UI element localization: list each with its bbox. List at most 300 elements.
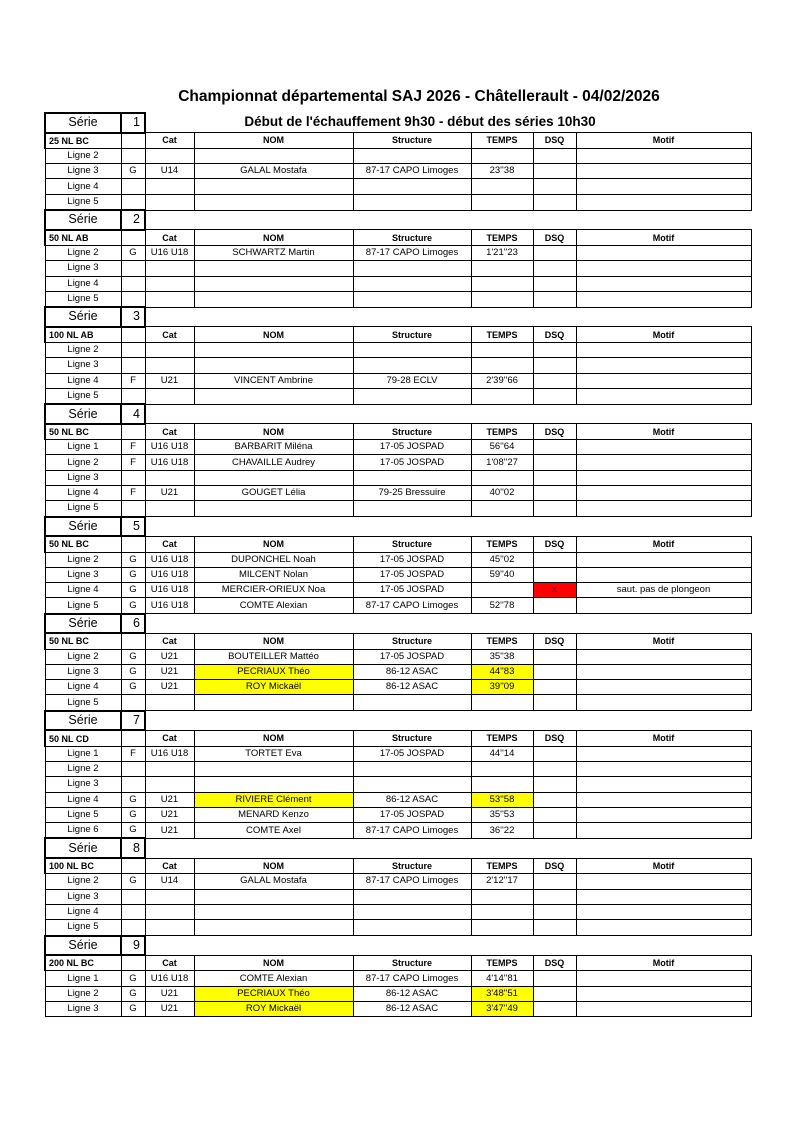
sexe-header (121, 633, 145, 649)
table-row (45, 695, 751, 711)
structure-cell: 17-05 JOSPAD (353, 552, 471, 567)
motif-header: Motif (576, 633, 751, 649)
document-title: Championnat départemental SAJ 2026 - Châtellerault - 04/02/2026 (178, 88, 660, 105)
motif-header: Motif (576, 730, 751, 746)
ligne-cell: Ligne 4 (45, 179, 121, 194)
dsq-cell (533, 904, 576, 919)
ligne-cell: Ligne 5 (45, 920, 121, 936)
sexe-cell (121, 695, 145, 711)
serie-blank-cell (576, 838, 751, 858)
nom-cell (194, 695, 353, 711)
structure-cell (353, 358, 471, 373)
nom-cell: MENARD Kenzo (194, 807, 353, 822)
structure-cell: 86-12 ASAC (353, 664, 471, 679)
cat-cell: U21 (145, 823, 194, 839)
temps-cell (471, 470, 533, 485)
column-header-row (45, 327, 751, 343)
cat-cell: U21 (145, 486, 194, 501)
structure-cell: 17-05 JOSPAD (353, 649, 471, 664)
dsq-cell (533, 680, 576, 695)
nom-cell: MERCIER-ORIEUX Noa (194, 583, 353, 598)
motif-cell (576, 649, 751, 664)
structure-cell (353, 470, 471, 485)
table-row (45, 194, 751, 210)
structure-cell: 86-12 ASAC (353, 680, 471, 695)
serie-blank-cell (471, 307, 533, 327)
serie-blank-cell (194, 113, 353, 133)
motif-cell (576, 440, 751, 455)
event-name: 50 NL BC (45, 424, 121, 440)
temps-header: TEMPS (471, 730, 533, 746)
serie-blank-cell (353, 307, 471, 327)
motif-header: Motif (576, 133, 751, 149)
serie-blank-cell (576, 711, 751, 731)
motif-cell (576, 291, 751, 307)
sexe-cell (121, 261, 145, 276)
nom-cell: PECRIAUX Théo (194, 664, 353, 679)
sexe-cell: G (121, 1002, 145, 1017)
sexe-header (121, 730, 145, 746)
cat-header: Cat (145, 230, 194, 246)
cat-cell: U21 (145, 1002, 194, 1017)
ligne-cell: Ligne 2 (45, 148, 121, 163)
dsq-header: DSQ (533, 536, 576, 552)
temps-cell (471, 761, 533, 776)
serie-blank-cell (194, 210, 353, 230)
structure-cell (353, 777, 471, 792)
serie-blank-cell (145, 113, 194, 133)
dsq-cell (533, 440, 576, 455)
serie-blank-cell (471, 210, 533, 230)
nom-header: NOM (194, 133, 353, 149)
cat-cell: U14 (145, 164, 194, 179)
serie-blank-cell (471, 711, 533, 731)
structure-cell: 79-28 ECLV (353, 373, 471, 388)
motif-cell (576, 358, 751, 373)
ligne-cell: Ligne 2 (45, 874, 121, 889)
nom-cell (194, 889, 353, 904)
structure-header: Structure (353, 424, 471, 440)
motif-cell (576, 761, 751, 776)
motif-cell (576, 807, 751, 822)
cat-cell: U21 (145, 986, 194, 1001)
column-header-row (45, 858, 751, 874)
dsq-cell (533, 501, 576, 517)
motif-cell (576, 164, 751, 179)
sexe-cell (121, 179, 145, 194)
serie-number: 3 (121, 307, 145, 327)
motif-cell (576, 567, 751, 582)
serie-blank-cell (533, 113, 576, 133)
nom-cell (194, 904, 353, 919)
temps-cell: 3'48''51 (471, 986, 533, 1001)
temps-cell: 3'47''49 (471, 1002, 533, 1017)
motif-cell (576, 1002, 751, 1017)
temps-cell (471, 148, 533, 163)
temps-cell: 45''02 (471, 552, 533, 567)
dsq-header: DSQ (533, 730, 576, 746)
temps-cell (471, 920, 533, 936)
temps-header: TEMPS (471, 327, 533, 343)
sexe-header (121, 230, 145, 246)
motif-cell (576, 986, 751, 1001)
structure-header: Structure (353, 730, 471, 746)
dsq-cell (533, 664, 576, 679)
table-row (45, 874, 751, 889)
cat-header: Cat (145, 633, 194, 649)
cat-header: Cat (145, 730, 194, 746)
ligne-cell: Ligne 6 (45, 823, 121, 839)
dsq-cell (533, 194, 576, 210)
table-row (45, 552, 751, 567)
serie-blank-cell (353, 936, 471, 956)
sexe-cell: G (121, 567, 145, 582)
cat-cell (145, 695, 194, 711)
temps-cell (471, 583, 533, 598)
table-row (45, 148, 751, 163)
serie-label: Série (45, 113, 121, 133)
table-row (45, 792, 751, 807)
structure-header: Structure (353, 536, 471, 552)
temps-cell: 40''02 (471, 486, 533, 501)
serie-label: Série (45, 307, 121, 327)
serie-blank-cell (194, 936, 353, 956)
dsq-cell (533, 746, 576, 761)
event-name: 100 NL AB (45, 327, 121, 343)
temps-header: TEMPS (471, 858, 533, 874)
temps-header: TEMPS (471, 633, 533, 649)
dsq-cell (533, 649, 576, 664)
nom-header: NOM (194, 730, 353, 746)
temps-cell: 2'39''66 (471, 373, 533, 388)
dsq-cell (533, 1002, 576, 1017)
sexe-header (121, 858, 145, 874)
serie-blank-cell (353, 210, 471, 230)
motif-cell (576, 470, 751, 485)
cat-cell (145, 343, 194, 358)
cat-cell (145, 904, 194, 919)
cat-cell: U21 (145, 807, 194, 822)
temps-cell (471, 889, 533, 904)
dsq-cell (533, 455, 576, 470)
ligne-cell: Ligne 4 (45, 276, 121, 291)
table-row (45, 245, 751, 260)
temps-cell: 39''09 (471, 680, 533, 695)
structure-cell (353, 343, 471, 358)
table-row (45, 455, 751, 470)
nom-cell (194, 343, 353, 358)
cat-header: Cat (145, 955, 194, 971)
table-row (45, 664, 751, 679)
motif-cell (576, 823, 751, 839)
cat-cell: U21 (145, 373, 194, 388)
serie-blank-cell (576, 210, 751, 230)
dsq-cell (533, 388, 576, 404)
sexe-cell: F (121, 440, 145, 455)
serie-blank-cell (145, 517, 194, 537)
serie-label: Série (45, 936, 121, 956)
nom-cell (194, 261, 353, 276)
temps-cell (471, 501, 533, 517)
nom-cell: BOUTEILLER Mattéo (194, 649, 353, 664)
event-name: 25 NL BC (45, 133, 121, 149)
structure-cell: 79-25 Bressuire (353, 486, 471, 501)
motif-cell (576, 486, 751, 501)
serie-header-row (45, 614, 751, 634)
structure-header: Structure (353, 633, 471, 649)
structure-cell (353, 261, 471, 276)
ligne-cell: Ligne 3 (45, 261, 121, 276)
temps-cell: 1'21''23 (471, 245, 533, 260)
event-name: 50 NL BC (45, 633, 121, 649)
nom-cell (194, 501, 353, 517)
structure-cell (353, 388, 471, 404)
structure-cell (353, 179, 471, 194)
motif-header: Motif (576, 955, 751, 971)
serie-blank-cell (194, 614, 353, 634)
temps-cell: 2'12''17 (471, 874, 533, 889)
dsq-cell (533, 807, 576, 822)
sexe-cell: G (121, 583, 145, 598)
serie-label: Série (45, 614, 121, 634)
table-row (45, 823, 751, 839)
nom-header: NOM (194, 633, 353, 649)
table-row (45, 761, 751, 776)
document-subtitle: Début de l'échauffement 9h30 - début des séries 10h30 (244, 114, 596, 129)
column-header-row (45, 955, 751, 971)
ligne-cell: Ligne 4 (45, 486, 121, 501)
ligne-cell: Ligne 4 (45, 373, 121, 388)
nom-header: NOM (194, 230, 353, 246)
motif-cell: saut. pas de plongeon (576, 583, 751, 598)
cat-cell (145, 501, 194, 517)
temps-cell (471, 179, 533, 194)
serie-number: 6 (121, 614, 145, 634)
temps-cell (471, 388, 533, 404)
table-row (45, 777, 751, 792)
temps-header: TEMPS (471, 133, 533, 149)
dsq-cell: x (533, 583, 576, 598)
ligne-cell: Ligne 4 (45, 680, 121, 695)
motif-cell (576, 598, 751, 614)
serie-blank-cell (194, 404, 353, 424)
structure-cell (353, 291, 471, 307)
nom-cell: BARBARIT Miléna (194, 440, 353, 455)
table-row (45, 746, 751, 761)
cat-cell: U16 U18 (145, 455, 194, 470)
cat-cell (145, 276, 194, 291)
nom-cell (194, 470, 353, 485)
results-table-body (45, 113, 751, 1017)
structure-cell (353, 904, 471, 919)
cat-header: Cat (145, 536, 194, 552)
structure-cell: 86-12 ASAC (353, 792, 471, 807)
ligne-cell: Ligne 5 (45, 598, 121, 614)
ligne-cell: Ligne 3 (45, 164, 121, 179)
structure-cell (353, 889, 471, 904)
table-row (45, 904, 751, 919)
dsq-header: DSQ (533, 633, 576, 649)
nom-cell: RIVIERE Clément (194, 792, 353, 807)
table-row (45, 680, 751, 695)
serie-blank-cell (576, 404, 751, 424)
structure-cell: 17-05 JOSPAD (353, 455, 471, 470)
serie-blank-cell (533, 936, 576, 956)
sexe-cell (121, 358, 145, 373)
cat-cell: U14 (145, 874, 194, 889)
sexe-cell (121, 276, 145, 291)
dsq-cell (533, 823, 576, 839)
column-header-row (45, 730, 751, 746)
nom-cell: GOUGET Lélia (194, 486, 353, 501)
dsq-header: DSQ (533, 424, 576, 440)
ligne-cell: Ligne 2 (45, 761, 121, 776)
sexe-header (121, 536, 145, 552)
event-name: 100 NL BC (45, 858, 121, 874)
motif-cell (576, 388, 751, 404)
serie-blank-cell (576, 307, 751, 327)
serie-blank-cell (471, 838, 533, 858)
temps-cell (471, 343, 533, 358)
nom-cell: TORTET Eva (194, 746, 353, 761)
cat-cell (145, 761, 194, 776)
serie-label: Série (45, 404, 121, 424)
dsq-cell (533, 552, 576, 567)
nom-cell (194, 291, 353, 307)
cat-cell (145, 889, 194, 904)
temps-cell: 52''78 (471, 598, 533, 614)
serie-blank-cell (533, 210, 576, 230)
serie-blank-cell (194, 517, 353, 537)
serie-blank-cell (194, 711, 353, 731)
table-row (45, 501, 751, 517)
ligne-cell: Ligne 3 (45, 1002, 121, 1017)
motif-header: Motif (576, 327, 751, 343)
serie-blank-cell (353, 113, 471, 133)
nom-cell (194, 920, 353, 936)
temps-cell (471, 358, 533, 373)
motif-cell (576, 920, 751, 936)
dsq-cell (533, 373, 576, 388)
cat-cell (145, 291, 194, 307)
sexe-cell: G (121, 164, 145, 179)
table-row (45, 343, 751, 358)
ligne-cell: Ligne 5 (45, 807, 121, 822)
sexe-cell: F (121, 746, 145, 761)
cat-cell (145, 388, 194, 404)
sexe-cell: G (121, 649, 145, 664)
ligne-cell: Ligne 2 (45, 343, 121, 358)
results-table (44, 112, 752, 1017)
ligne-cell: Ligne 1 (45, 440, 121, 455)
cat-cell (145, 777, 194, 792)
cat-cell (145, 194, 194, 210)
table-row (45, 388, 751, 404)
table-row (45, 986, 751, 1001)
dsq-cell (533, 695, 576, 711)
sexe-header (121, 133, 145, 149)
motif-cell (576, 904, 751, 919)
cat-cell (145, 920, 194, 936)
sexe-cell: G (121, 664, 145, 679)
structure-cell (353, 501, 471, 517)
ligne-cell: Ligne 3 (45, 889, 121, 904)
temps-cell (471, 904, 533, 919)
sexe-cell (121, 920, 145, 936)
dsq-cell (533, 470, 576, 485)
nom-cell (194, 194, 353, 210)
table-row (45, 920, 751, 936)
cat-cell: U16 U18 (145, 598, 194, 614)
serie-header-row (45, 936, 751, 956)
table-row (45, 470, 751, 485)
serie-blank-cell (533, 711, 576, 731)
temps-cell (471, 194, 533, 210)
serie-blank-cell (533, 838, 576, 858)
structure-cell: 86-12 ASAC (353, 1002, 471, 1017)
ligne-cell: Ligne 1 (45, 746, 121, 761)
sexe-cell: G (121, 792, 145, 807)
temps-cell: 36''22 (471, 823, 533, 839)
serie-blank-cell (194, 307, 353, 327)
structure-cell: 87-17 CAPO Limoges (353, 245, 471, 260)
structure-cell: 17-05 JOSPAD (353, 583, 471, 598)
dsq-cell (533, 889, 576, 904)
cat-cell: U21 (145, 792, 194, 807)
motif-cell (576, 373, 751, 388)
cat-cell (145, 470, 194, 485)
cat-cell: U16 U18 (145, 746, 194, 761)
serie-blank-cell (471, 517, 533, 537)
sexe-cell: G (121, 598, 145, 614)
motif-cell (576, 874, 751, 889)
table-row (45, 276, 751, 291)
serie-blank-cell (145, 711, 194, 731)
temps-cell: 59''40 (471, 567, 533, 582)
serie-header-row (45, 838, 751, 858)
ligne-cell: Ligne 1 (45, 971, 121, 986)
temps-cell: 35''53 (471, 807, 533, 822)
nom-cell (194, 276, 353, 291)
structure-cell: 87-17 CAPO Limoges (353, 164, 471, 179)
event-name: 50 NL BC (45, 536, 121, 552)
dsq-cell (533, 276, 576, 291)
table-row (45, 583, 751, 598)
structure-header: Structure (353, 858, 471, 874)
structure-cell (353, 276, 471, 291)
dsq-header: DSQ (533, 327, 576, 343)
nom-header: NOM (194, 327, 353, 343)
table-row (45, 567, 751, 582)
motif-cell (576, 455, 751, 470)
serie-blank-cell (471, 936, 533, 956)
motif-cell (576, 664, 751, 679)
temps-cell: 56''64 (471, 440, 533, 455)
serie-label: Série (45, 517, 121, 537)
sexe-cell: G (121, 986, 145, 1001)
nom-cell: COMTE Axel (194, 823, 353, 839)
structure-cell (353, 920, 471, 936)
cat-cell: U16 U18 (145, 567, 194, 582)
dsq-cell (533, 761, 576, 776)
temps-header: TEMPS (471, 536, 533, 552)
serie-blank-cell (576, 614, 751, 634)
ligne-cell: Ligne 3 (45, 358, 121, 373)
sexe-cell: F (121, 486, 145, 501)
nom-cell (194, 179, 353, 194)
sexe-cell (121, 291, 145, 307)
table-row (45, 358, 751, 373)
